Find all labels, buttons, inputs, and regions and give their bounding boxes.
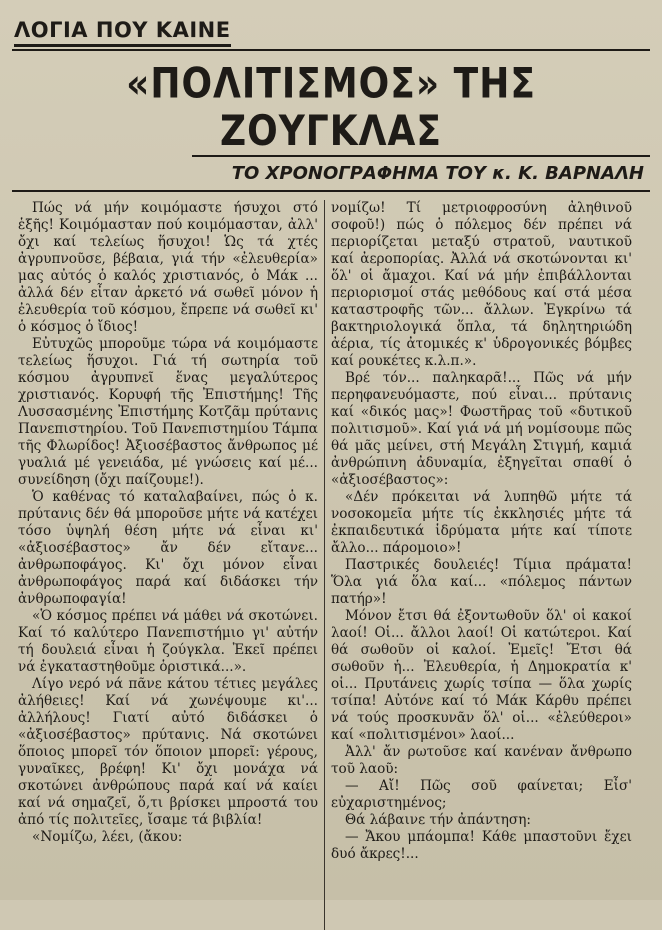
paragraph: Μόνον ἔτσι θά ἐξοντωθοῦν ὅλ' οἱ κακοί λαοί! Οἱ... ἄλλοι λαοί! Οἱ κατώτεροι. Καί θά σωθοῦν οἱ καλοί. Ἐμεῖς! Ἔτσι θά σωθοῦν ἡ... Ἐλευθερία, ἡ Δημοκρατία κ' οἱ... Πρυτάνεις χωρίς τσίπα — ὅλα χωρίς τσίπα! Αὐτόνε καί τό Μάκ Κάρθυ πρέπει νά τούς προσκυνᾶν ὅλ' οἱ... «ἐλεύθεροι» καί «πολιτισμένοι» λαοί... (331, 608, 632, 743)
paragraph: — Αἴ! Πῶς σοῦ φαίνεται; Εἶσ' εὐχαριστημένος; (331, 778, 632, 811)
article-body (12, 200, 650, 930)
section-kicker: ΛΟΓΙΑ ΠΟΥ ΚΑΙΝΕ (14, 18, 231, 47)
paragraph: Πώς νά μήν κοιμόμαστε ήσυχοι στό ἑξῆς! Κοιμόμασταν πού κοιμόμασταν, ἀλλ' ὄχι καί τελείως ἥσυχοι! Ὡς τά χτές ἀγρυπνοῦσε, βέβαια, γιά τήν «ἐλευθερία» μας αὐτός ὁ καλός χριστιανός, ὁ Μάκ ... ἀλλά δέν εἶταν ἀρκετό νά σωθεῖ μόνον ἡ ἐλευθερία τοῦ κόσμου, ἔπρεπε νά σωθεῖ κι' ὁ κόσμος ὁ ἴδιος! (18, 200, 318, 335)
paragraph: νομίζω! Τί μετριοφροσύνη ἀληθινοῦ σοφοῦ!) πώς ὁ πόλεμος δέν πρέπει νά περιορίζεται μεταξύ στρατοῦ, ναυτικοῦ καί ἀεροπορίας. Ἀλλά νά σκοτώνονται κι' ὅλ' οἱ ἄμαχοι. Καί νά μήν ἐπιβάλλονται περιορισμοί στάς μεθόδους καί στά μέσα καταστροφῆς τῶν... ἄλλων. Ἐγκρίνω τά βακτηριολογικά ὅπλα, τά δηλητηριώδη ἀέρια, τίς ἀτομικές κ' ὑδρογονικές βόμβες καί ρουκέτες κ.λ.π.». (331, 200, 632, 369)
kicker-rule (12, 49, 650, 51)
paragraph: Εὐτυχῶς μποροῦμε τώρα νά κοιμόμαστε τελείως ἥσυχοι. Γιά τή σωτηρία τοῦ κόσμου ἀγρυπνεῖ ἕνας μεγαλύτερος χριστιανός. Κορυφή τῆς Ἐπιστήμης! Τῆς Λυσσασμένης Ἐπιστήμης Κοτζᾶμ πρύτανις Πανεπιστηρίου. Τοῦ Πανεπιστημίου Τάμπα τῆς Φλωρίδος! Ἀξιοσέβαστος ἄνθρωπος μέ γυαλιά μέ γενειάδα, μέ γνώσεις καί μέ... συνείδηση (ὄχι παίζουμε!). (18, 336, 318, 488)
paragraph: «Νομίζω, λέει, (ἄκου: (32, 829, 183, 845)
left-column (12, 200, 325, 930)
byline: ΤΟ ΧΡΟΝΟΓΡΑΦΗΜΑ ΤΟΥ κ. Κ. ΒΑΡΝΑΛΗ (231, 163, 644, 184)
headline-rule (192, 155, 650, 157)
byline-rule (12, 190, 650, 192)
paragraph: Παστρικές δουλειές! Τίμια πράματα! Ὅλα γιά ὅλα καί... «πόλεμος πάντων πατήρ»! (331, 557, 632, 607)
paragraph: Βρέ τόν... παληκαρᾶ!... Πῶς νά μήν περηφανευόμαστε, πού εἶναι... πρύτανις καί «δικός μας»! Φωστῆρας τοῦ «δυτικοῦ πολιτισμοῦ». Καί γιά νά μή νομίσουμε πῶς θά μᾶς μείνει, στή Μεγάλη Στιγμή, καμιά ἀνθρώπινη ἀδυναμία, ἐξηγεῖται σπαθί ὁ «ἀξιοσέβαστος»: (331, 370, 632, 488)
right-column (325, 200, 638, 930)
paragraph: «Δέν πρόκειται νά λυπηθῶ μήτε τά νοσοκομεῖα μήτε τίς ἐκκλησιές μήτε τά ἐκπαιδευτικά ἱδρύματα μήτε καί τίποτε ἄλλο... πάρομοιο»! (331, 489, 632, 556)
headline: «ΠΟΛΙΤΙΣΜΟΣ» ΤΗΣ ΖΟΥΓΚΛΑΣ (126, 60, 536, 156)
paragraph: Λίγο νερό νά πᾶνε κάτου τέτιες μεγάλες ἀλήθειες! Καί νά χωνέψουμε κι'... ἀλλήλους! Γιατί αὐτό διδάσκει ὁ «ἀξιοσέβαστος» πρύτανις. Νά σκοτώνει ὅποιος μπορεῖ τόν ὅποιον μπορεῖ: γέρους, γυναῖκες, βρέφη! Κι' ὄχι μονάχα νά σκοτώνει ἀνθρώπους παρά καί νά καίει καί νά σημαζεῖ, ὅ,τι βρίσκει μπροστά του ἀπό τίς πολιτεῖες, ἴσαμε τά βιβλία! (18, 676, 318, 828)
paragraph: Ὁ καθένας τό καταλαβαίνει, πώς ὁ κ. πρύτανις δέν θά μποροῦσε μήτε νά κατέχει τόσο ὑψηλή θέση μήτε νά εἶναι κι' «ἀξιοσέβαστος» ἄν δέν εἴτανε... ἀνθρωποφάγος. Κι' ὄχι μόνον εἶναι ἀνθρωποφάγος παρά καί διδάσκει τήν ἀνθρωποφαγία! (18, 489, 318, 607)
paragraph: Ἀλλ' ἄν ρωτοῦσε καί κανέναν ἄνθρωπο τοῦ λαοῦ: (331, 744, 632, 777)
paragraph: Θά λάβαινε τήν ἀπάντηση: (345, 812, 531, 828)
paragraph: «Ὁ κόσμος πρέπει νά μάθει νά σκοτώνει. Καί τό καλύτερο Πανεπιστήμιο γι' αὐτήν τή δουλειά εἶναι ἡ ζούγκλα. Ἐκεῖ πρέπει νά ἐγκαταστηθοῦμε ὁριστικά...». (18, 608, 318, 675)
paragraph: — Ἄκου μπάομπα! Κάθε μπαστοῦνι ἔχει δυό ἄκρες!... (331, 829, 632, 862)
